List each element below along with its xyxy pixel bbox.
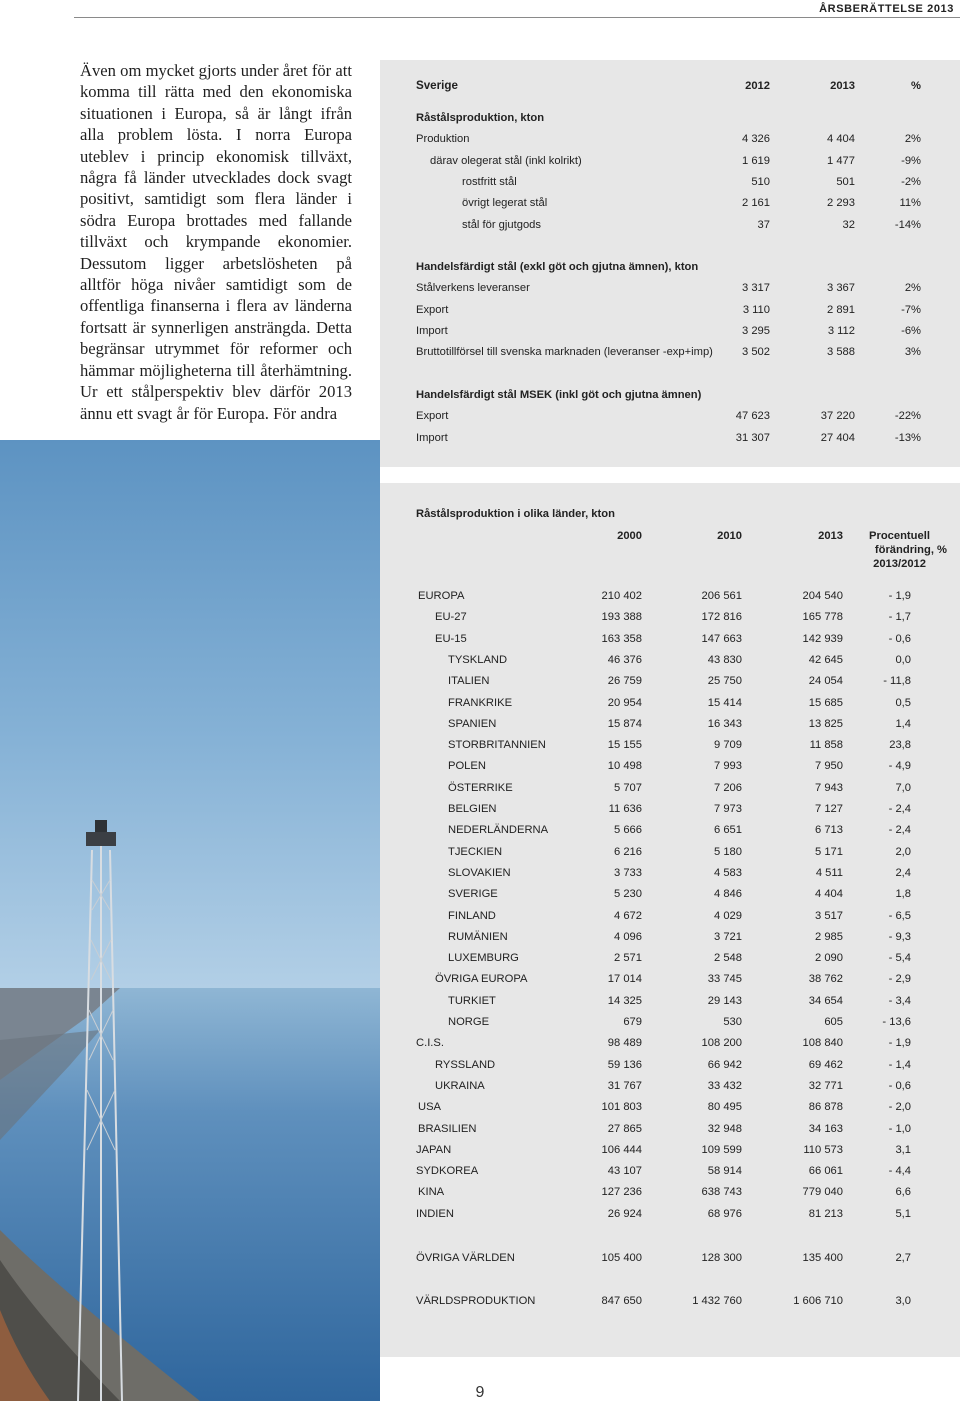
value-2013: 13 825	[808, 717, 843, 730]
value-change: 2,4	[895, 866, 911, 879]
total-change: 2,7	[895, 1252, 911, 1264]
value-2013: 81 213	[808, 1207, 843, 1220]
col-header-2013: 2013	[818, 530, 843, 542]
value-2013: 7 127	[815, 803, 843, 815]
value-2013: 5 171	[815, 845, 843, 858]
value-2000: 163 358	[601, 632, 642, 645]
value-2010: 172 816	[701, 611, 742, 624]
value-2010: 5 180	[714, 845, 742, 858]
value-2013: 6 713	[815, 824, 843, 837]
value-2013: 779 040	[802, 1186, 843, 1199]
total-change: 3,0	[895, 1295, 911, 1307]
value-2000: 27 865	[607, 1122, 642, 1135]
value-percent: -13%	[894, 431, 921, 444]
value-2000: 15 874	[607, 717, 642, 730]
value-change: - 4,9	[888, 760, 911, 773]
value-2000: 3 733	[614, 866, 642, 879]
total-2010: 128 300	[701, 1252, 742, 1264]
value-2013: 15 685	[808, 696, 843, 709]
total-2013: 135 400	[802, 1252, 843, 1264]
value-2013: 34 163	[808, 1122, 843, 1135]
row-label: stål för gjutgods	[462, 218, 541, 231]
value-percent: -9%	[901, 154, 921, 167]
value-change: - 2,4	[888, 824, 911, 837]
value-2013: 204 540	[802, 590, 843, 602]
value-percent: 11%	[899, 197, 921, 210]
row-label: Stålverkens leveranser	[416, 282, 530, 295]
value-2013: 42 645	[808, 653, 843, 666]
value-2012: 37	[757, 218, 770, 231]
value-change: - 0,6	[888, 1079, 911, 1092]
value-change: - 1,0	[888, 1122, 911, 1135]
value-2013: 32	[842, 218, 855, 231]
value-change: 1,4	[895, 717, 911, 730]
value-2000: 193 388	[601, 611, 642, 624]
value-2010: 108 200	[701, 1037, 742, 1050]
value-2010: 43 830	[707, 653, 742, 666]
value-change: - 1,9	[888, 1037, 911, 1050]
value-change: - 1,9	[888, 590, 911, 602]
value-2012: 4 326	[742, 133, 770, 146]
value-2013: 3 588	[827, 346, 855, 359]
value-change: - 3,4	[888, 994, 911, 1007]
country-label: EU-15	[435, 632, 467, 645]
value-2000: 5 707	[614, 781, 642, 794]
value-2010: 32 948	[707, 1122, 742, 1135]
value-2010: 4 583	[714, 866, 742, 879]
country-label: TURKIET	[448, 994, 496, 1007]
value-change: - 9,3	[888, 930, 911, 943]
country-label: LUXEMBURG	[448, 952, 519, 965]
value-2013: 27 404	[820, 431, 855, 444]
value-2000: 26 759	[607, 675, 642, 688]
value-2013: 2 090	[815, 952, 843, 965]
country-label: UKRAINA	[435, 1079, 485, 1092]
country-label: FRANKRIKE	[448, 696, 513, 709]
total-label: ÖVRIGA VÄRLDEN	[416, 1252, 515, 1264]
value-2013: 4 511	[815, 866, 843, 879]
row-label: Bruttotillförsel till svenska marknaden (leveranser -exp+imp)	[416, 346, 713, 359]
row-label: Produktion	[416, 133, 470, 146]
value-change: 6,6	[895, 1186, 911, 1199]
value-2000: 31 767	[607, 1079, 642, 1092]
value-2013: 32 771	[808, 1079, 843, 1092]
row-label: därav olegerat stål (inkl kolrikt)	[430, 154, 582, 167]
value-percent: -22%	[894, 410, 921, 423]
header-rule	[74, 17, 960, 18]
value-2010: 6 651	[714, 824, 742, 837]
country-label: USA	[418, 1101, 442, 1114]
value-2013: 34 654	[808, 994, 843, 1007]
value-2000: 4 672	[614, 909, 642, 922]
table-header-percent: %	[911, 80, 921, 92]
value-change: - 2,4	[888, 803, 911, 815]
value-2010: 9 709	[714, 739, 742, 752]
value-2010: 638 743	[701, 1186, 742, 1199]
value-2000: 5 230	[614, 888, 642, 901]
value-2013: 3 517	[815, 909, 843, 922]
country-label: BRASILIEN	[418, 1122, 477, 1135]
value-2012: 47 623	[735, 410, 770, 423]
country-label: TJECKIEN	[448, 845, 503, 858]
value-percent: 2%	[904, 282, 921, 295]
country-label: STORBRITANNIEN	[448, 739, 546, 752]
country-label: BELGIEN	[448, 803, 497, 815]
country-label: EUROPA	[418, 590, 465, 602]
value-2000: 101 803	[601, 1101, 642, 1114]
country-label: TYSKLAND	[448, 653, 508, 666]
value-2013: 38 762	[808, 973, 843, 986]
row-label: Import	[416, 431, 448, 444]
value-change: 7,0	[895, 781, 911, 794]
value-2013: 605	[824, 1016, 843, 1028]
value-change: - 5,4	[888, 952, 911, 965]
value-2000: 4 096	[614, 930, 642, 943]
value-2013: 69 462	[808, 1058, 843, 1071]
value-2013: 110 573	[803, 1143, 843, 1156]
value-2013: 2 293	[827, 197, 855, 210]
value-2012: 510	[751, 175, 770, 188]
value-2012: 3 295	[742, 324, 770, 337]
value-2013: 4 404	[815, 888, 843, 901]
country-label: JAPAN	[416, 1143, 452, 1156]
value-2013: 142 939	[802, 632, 843, 645]
section-heading: Handelsfärdigt stål (exkl göt och gjutna ämnen), kton	[416, 261, 699, 273]
value-2013: 37 220	[820, 410, 855, 423]
value-change: - 0,6	[888, 632, 911, 645]
value-change: 5,1	[895, 1207, 911, 1220]
value-2010: 7 993	[714, 760, 742, 773]
value-2012: 3 110	[742, 303, 770, 316]
value-2010: 33 745	[707, 973, 742, 986]
value-change: - 11,8	[883, 675, 911, 688]
total-label: VÄRLDSPRODUKTION	[416, 1295, 536, 1307]
country-label: RYSSLAND	[435, 1058, 496, 1071]
country-label: ÖSTERRIKE	[448, 781, 513, 794]
value-percent: -14%	[894, 218, 921, 231]
value-2010: 530	[723, 1016, 742, 1028]
row-label: övrigt legerat stål	[462, 197, 548, 210]
value-change: 0,5	[895, 696, 911, 709]
value-change: - 4,4	[888, 1165, 911, 1178]
section-heading: Råstålsproduktion, kton	[416, 112, 545, 124]
value-2010: 147 663	[701, 632, 742, 645]
value-2013: 3 367	[827, 282, 855, 295]
value-2013: 66 061	[808, 1165, 843, 1178]
value-change: - 6,5	[888, 909, 911, 922]
value-change: - 13,6	[882, 1016, 911, 1028]
value-2010: 25 750	[707, 675, 742, 688]
country-label: SPANIEN	[448, 717, 497, 730]
country-label: NORGE	[448, 1016, 490, 1028]
value-2000: 46 376	[607, 653, 642, 666]
value-2012: 3 317	[742, 282, 770, 295]
value-2013: 2 985	[815, 930, 843, 943]
col-header-2000: 2000	[617, 530, 642, 542]
total-2000: 847 650	[601, 1295, 642, 1307]
country-label: INDIEN	[416, 1207, 454, 1220]
value-2000: 14 325	[607, 994, 642, 1007]
value-2010: 7 206	[714, 781, 742, 794]
country-label: SLOVAKIEN	[448, 866, 511, 879]
value-2013: 4 404	[827, 133, 855, 146]
row-label: Export	[416, 410, 449, 423]
value-2000: 5 666	[614, 824, 642, 837]
country-label: NEDERLÄNDERNA	[448, 824, 549, 837]
value-change: - 2,9	[888, 973, 911, 986]
col-header-2010: 2010	[717, 530, 742, 542]
country-label: C.I.S.	[416, 1037, 444, 1050]
value-2010: 7 973	[714, 803, 742, 815]
total-2000: 105 400	[601, 1252, 642, 1264]
table-header-sverige: Sverige	[416, 79, 458, 92]
value-2010: 29 143	[707, 994, 742, 1007]
value-2010: 33 432	[707, 1079, 742, 1092]
section-heading: Handelsfärdigt stål MSEK (inkl göt och gjutna ämnen)	[416, 389, 702, 401]
table-header-2012: 2012	[745, 80, 770, 92]
value-2010: 15 414	[707, 696, 742, 709]
value-2000: 210 402	[601, 590, 642, 602]
value-change: - 2,0	[888, 1101, 911, 1114]
value-change: 3,1	[895, 1143, 911, 1156]
value-2000: 26 924	[607, 1207, 642, 1220]
value-percent: -2%	[901, 175, 921, 188]
world-table-title: Råstålsproduktion i olika länder, kton	[416, 508, 615, 520]
value-2010: 16 343	[707, 717, 742, 730]
country-label: SVERIGE	[448, 888, 498, 901]
value-2010: 4 029	[714, 909, 742, 922]
total-2010: 1 432 760	[692, 1295, 742, 1307]
value-2000: 15 155	[607, 739, 642, 752]
value-2000: 17 014	[607, 973, 642, 986]
country-label: RUMÄNIEN	[448, 930, 508, 943]
value-2000: 98 489	[607, 1037, 642, 1050]
value-2000: 43 107	[607, 1165, 642, 1178]
value-2000: 59 136	[607, 1058, 642, 1071]
value-2010: 109 599	[701, 1143, 742, 1156]
value-change: 1,8	[895, 888, 911, 901]
harbor-photo	[0, 440, 380, 1401]
value-change: - 1,4	[888, 1058, 911, 1071]
col-header-change-line2: förändring, %	[874, 544, 947, 556]
country-label: KINA	[418, 1186, 445, 1199]
col-header-change-line1: Procentuell	[869, 530, 930, 542]
value-percent: 2%	[904, 133, 921, 146]
value-percent: -7%	[901, 303, 921, 316]
value-change: 23,8	[889, 739, 911, 752]
value-2010: 58 914	[707, 1165, 742, 1178]
value-2010: 2 548	[714, 952, 742, 965]
total-2013: 1 606 710	[793, 1295, 843, 1307]
value-percent: 3%	[904, 346, 921, 359]
value-2013: 2 891	[827, 303, 855, 316]
value-2000: 2 571	[614, 952, 642, 965]
value-2013: 7 950	[815, 760, 843, 773]
value-2012: 31 307	[735, 431, 770, 444]
value-2000: 20 954	[607, 696, 642, 709]
value-2013: 11 858	[809, 739, 843, 752]
value-2000: 11 636	[608, 803, 642, 815]
row-label: Export	[416, 303, 449, 316]
country-label: FINLAND	[448, 909, 496, 922]
value-2013: 108 840	[802, 1037, 843, 1050]
value-2010: 3 721	[714, 930, 742, 943]
country-label: EU-27	[435, 611, 467, 624]
value-2013: 86 878	[808, 1101, 843, 1114]
value-2013: 165 778	[802, 611, 843, 624]
country-label: ITALIEN	[448, 675, 490, 688]
value-2013: 501	[836, 175, 855, 188]
col-header-change-line3: 2013/2012	[873, 558, 926, 570]
value-2012: 1 619	[742, 154, 770, 167]
value-2010: 66 942	[707, 1058, 742, 1071]
value-2000: 6 216	[614, 845, 642, 858]
value-2010: 206 561	[701, 590, 742, 602]
value-2012: 2 161	[742, 197, 770, 210]
body-text-paragraph: Även om mycket gjorts under året för att komma till rätta med den ekonomiska situationen i Europa, så är långt ifrån alla problem lösta. I norra Europa uteblev i princip ekonomisk tillväxt, några få länder utvecklades dock svagt positivt, samtidigt som flera länder i södra Europa brottades med fallande tillväxt och krympande ekonomier. Dessutom ligger arbetslösheten på alltför höga nivåer samtidigt som de offentliga finanserna i flera av länderna fortsatt är synnerligen ansträngda. Detta begränsar utrymmet för reformer och hämmar möjligheterna till återhämtning. Ur ett stålperspektiv blev därför 2013 ännu ett svagt år för Europa. För andra	[80, 61, 352, 423]
value-2013: 24 054	[808, 675, 843, 688]
row-label: rostfritt stål	[462, 175, 517, 188]
row-label: Import	[416, 324, 448, 337]
value-2013: 3 112	[827, 324, 855, 337]
value-2012: 3 502	[742, 346, 770, 359]
value-change: 0,0	[895, 653, 911, 666]
page-number: 9	[475, 1384, 485, 1401]
value-2000: 127 236	[601, 1186, 642, 1199]
value-percent: -6%	[901, 324, 921, 337]
value-2013: 7 943	[815, 781, 843, 794]
table-header-2013: 2013	[830, 80, 855, 92]
value-2013: 1 477	[827, 154, 855, 167]
value-change: 2,0	[895, 845, 911, 858]
running-header: ÅRSBERÄTTELSE 2013	[819, 3, 954, 15]
country-label: SYDKOREA	[416, 1165, 479, 1178]
value-2010: 4 846	[714, 888, 742, 901]
value-2010: 80 495	[707, 1101, 742, 1114]
value-2010: 68 976	[707, 1207, 742, 1220]
value-2000: 679	[623, 1016, 642, 1028]
country-label: POLEN	[448, 760, 486, 773]
value-2000: 10 498	[607, 760, 642, 773]
country-label: ÖVRIGA EUROPA	[435, 973, 528, 986]
value-2000: 106 444	[601, 1143, 642, 1156]
value-change: - 1,7	[888, 611, 911, 624]
